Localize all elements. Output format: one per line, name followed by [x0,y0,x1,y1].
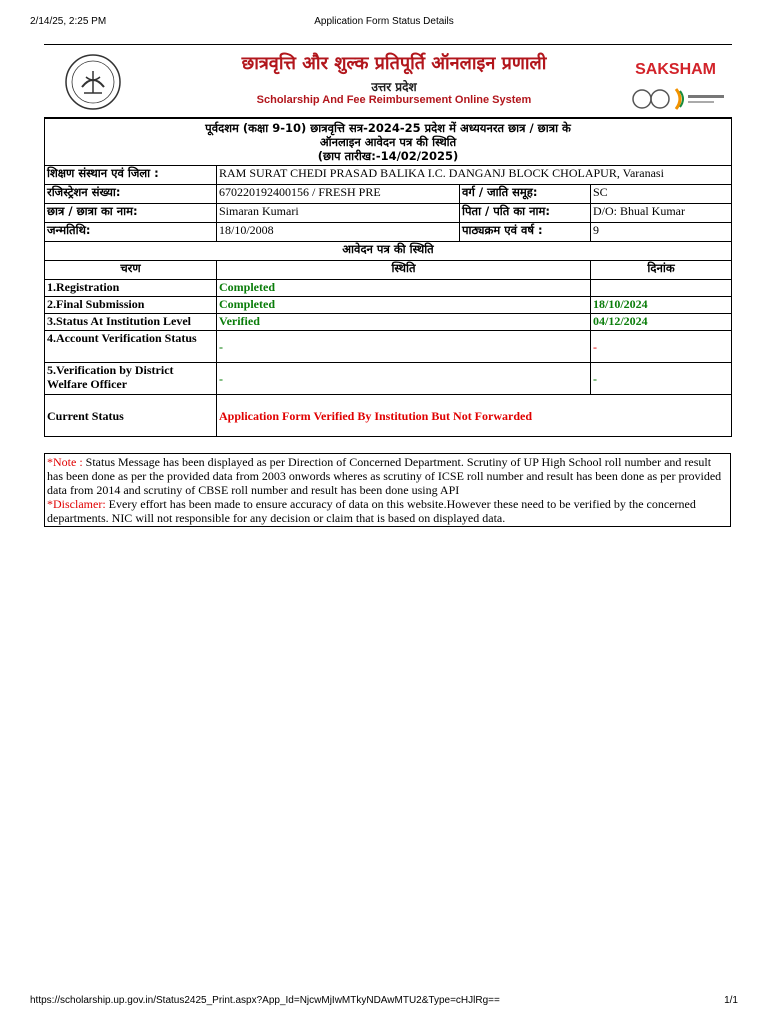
note-text: Status Message has been displayed as per Direction of Concerned Department. Scrutiny of UP High School roll number and result has been done as per the provided data from 2003 onwords wheres as scrutiny of ICSE roll number and result has been done as per provided data from 2014 and scrutiny of CBSE roll number and result has been done using API [47,455,722,497]
table-row [45,297,732,314]
dob-value: 18/10/2008 [217,223,460,242]
print-footer [30,995,738,1009]
registration-value: 670220192400156 / FRESH PRE [217,185,460,204]
saksham-brand: SAKSHAM [635,61,716,78]
print-datetime: 2/14/25, 2:25 PM [30,16,107,27]
form-title-line1: पूर्वदशम (कक्षा 9-10) छात्रवृत्ति सत्र-2024-25 प्रदेश में अध्ययनरत छात्र / छात्रा के [205,121,571,135]
table-row [45,363,732,395]
up-government-emblem-icon [64,53,122,111]
step-date: - [591,363,732,395]
step-date [591,280,732,297]
note-label: *Note : [47,455,83,469]
current-status-label: Current Status [45,395,217,437]
step-label: 4.Account Verification Status [45,331,217,363]
header-status: स्थिति [217,261,591,280]
step-date: 04/12/2024 [591,314,732,331]
step-status: - [217,331,591,363]
page-count: 1/1 [724,995,738,1006]
step-status: Verified [217,314,591,331]
dob-label: जन्मतिथि: [45,223,217,242]
status-section-title: आवेदन पत्र की स्थिति [45,242,732,261]
page-url: https://scholarship.up.gov.in/Status2425_Print.aspx?App_Id=NjcwMjIwMTkyNDAwMTU2&Type=cHJlRg== [30,995,500,1006]
site-banner [44,44,732,119]
header-date: दिनांक [591,261,732,280]
course-value: 9 [591,223,732,242]
step-date: 18/10/2024 [591,297,732,314]
table-row [45,331,732,363]
step-date: - [591,331,732,363]
banner-state-hindi: उत्तर प्रदेश [371,80,417,94]
course-label: पाठ्यक्रम एवं वर्ष : [460,223,591,242]
step-label: 3.Status At Institution Level [45,314,217,331]
step-label: 1.Registration [45,280,217,297]
header-step: चरण [45,261,217,280]
step-status: Completed [217,280,591,297]
table-row [45,280,732,297]
banner-title-english: Scholarship And Fee Reimbursement Online System [256,94,532,106]
print-header [30,16,738,30]
category-value: SC [591,185,732,204]
step-status: Completed [217,297,591,314]
category-label: वर्ग / जाति समूह: [460,185,591,204]
current-status-value: Application Form Verified By Institution But Not Forwarded [217,395,732,437]
step-status: - [217,363,591,395]
swachh-bharat-digital-india-logos-icon [628,85,728,113]
form-title-line2: ऑनलाइन आवेदन पत्र की स्थिति [319,135,457,149]
step-label: 2.Final Submission [45,297,217,314]
status-details-table [44,118,732,437]
student-name-label: छात्र / छात्रा का नाम: [45,204,217,223]
banner-title-hindi: छात्रवृत्ति और शुल्क प्रतिपूर्ति ऑनलाइन प्रणाली [241,53,547,74]
step-label: 5.Verification by District Welfare Officer [45,363,217,395]
disclaimer-text: Every effort has been made to ensure accuracy of data on this website.However these need to be verified by the concerned departments. NIC will not responsible for any decision or claim that is based on displayed data. [47,497,696,525]
form-title [45,119,732,166]
note-content [45,454,731,527]
father-name-label: पिता / पति का नाम: [460,204,591,223]
father-name-value: D/O: Bhual Kumar [591,204,732,223]
table-row [45,314,732,331]
student-name-value: Simaran Kumari [217,204,460,223]
note-box [44,453,731,527]
print-title: Application Form Status Details [314,16,454,27]
print-date-line: (छाप तारीख:-14/02/2025) [317,149,459,163]
institution-label: शिक्षण संस्थान एवं जिला : [45,166,217,185]
institution-value: RAM SURAT CHEDI PRASAD BALIKA I.C. DANGANJ BLOCK CHOLAPUR, Varanasi [217,166,732,185]
disclaimer-label: *Disclamer: [47,497,106,511]
registration-label: रजिस्ट्रेशन संख्या: [45,185,217,204]
